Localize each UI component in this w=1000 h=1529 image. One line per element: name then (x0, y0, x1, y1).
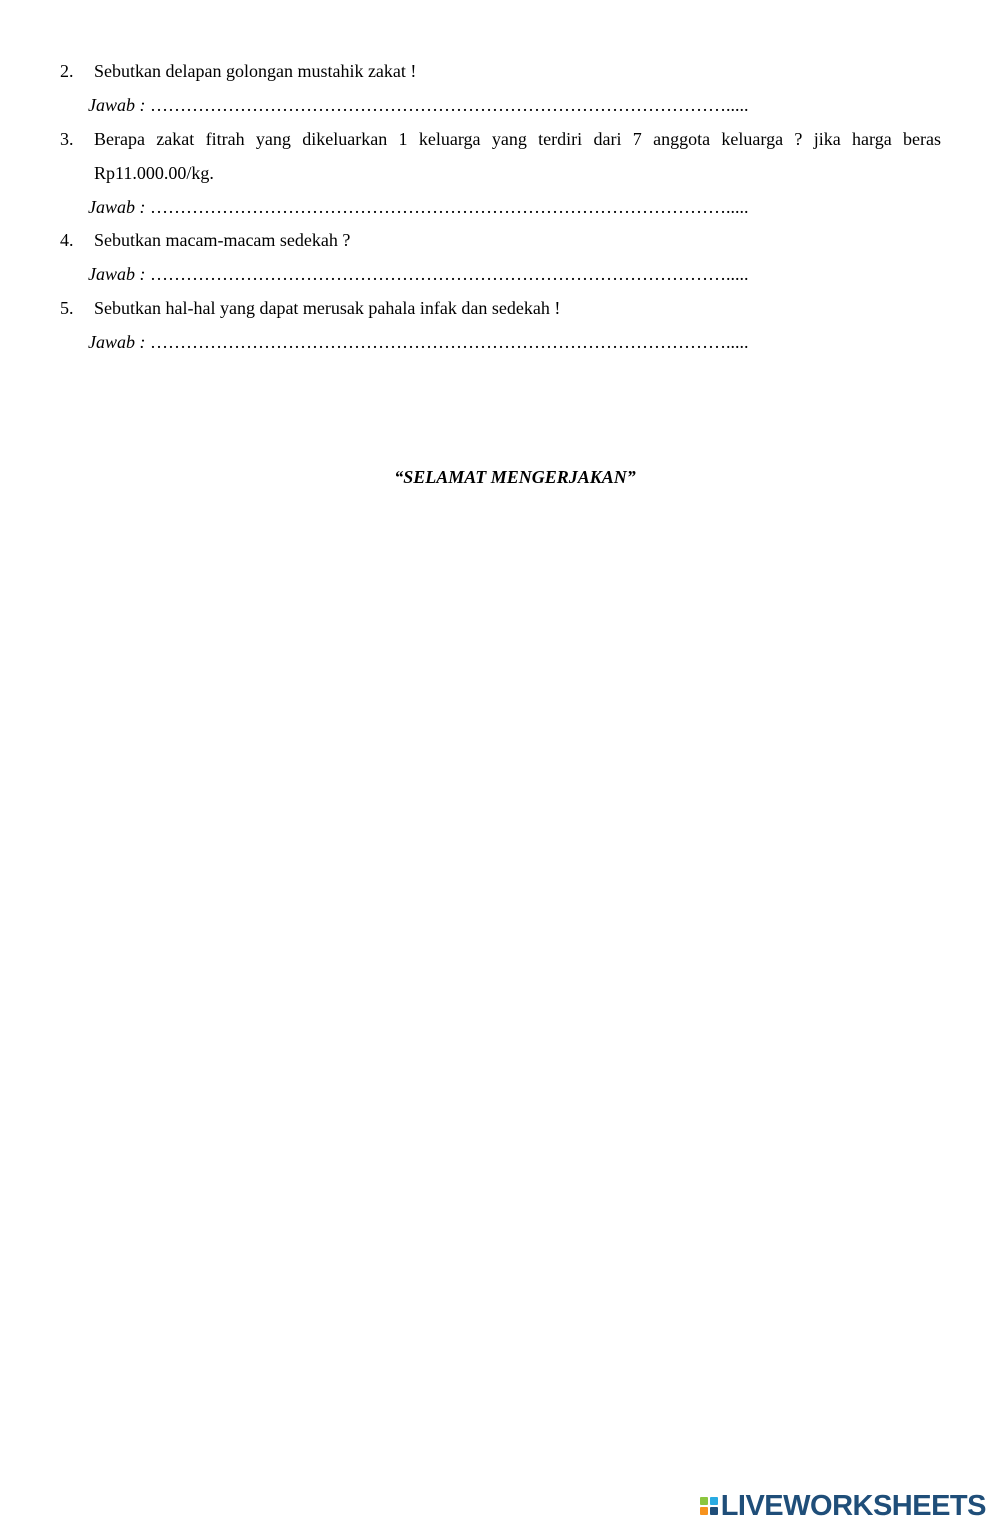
question-number: 4. (60, 230, 74, 250)
answer-dots: ……………………………………………………………………………………..... (150, 95, 749, 115)
answer-label: Jawab : (88, 95, 146, 115)
answer-label: Jawab : (88, 332, 146, 352)
answer-label: Jawab : (88, 264, 146, 284)
question-text: Sebutkan hal-hal yang dapat merusak pahala infak dan sedekah ! (94, 298, 561, 318)
logo-mark-square (710, 1497, 718, 1505)
question-4 (60, 223, 941, 257)
logo-mark-square (700, 1507, 708, 1515)
answer-dots: ……………………………………………………………………………………..... (150, 264, 749, 284)
answer-dots: ……………………………………………………………………………………..... (150, 332, 749, 352)
logo-mark-icon (700, 1497, 718, 1515)
logo-text: LIVEWORKSHEETS (720, 1489, 986, 1522)
answer-dots: ……………………………………………………………………………………..... (150, 197, 749, 217)
question-number: 5. (60, 298, 74, 318)
answer-line-3[interactable] (88, 190, 749, 224)
closing-message: “SELAMAT MENGERJAKAN” (394, 467, 636, 487)
logo-mark-square (710, 1507, 718, 1515)
question-number: 2. (60, 61, 74, 81)
answer-line-2[interactable] (88, 88, 749, 122)
answer-label: Jawab : (88, 197, 146, 217)
question-number: 3. (60, 129, 74, 149)
answer-line-5[interactable] (88, 325, 749, 359)
question-text: Sebutkan delapan golongan mustahik zakat ! (94, 61, 417, 81)
question-text: Berapa zakat fitrah yang dikeluarkan 1 keluarga yang terdiri dari 7 anggota keluarga ? jika harga beras Rp11.000.00/kg. (94, 129, 941, 183)
logo-mark-square (700, 1497, 708, 1505)
question-text: Sebutkan macam-macam sedekah ? (94, 230, 351, 250)
question-5 (60, 291, 941, 325)
liveworksheets-logo (700, 1491, 986, 1521)
answer-line-4[interactable] (88, 257, 749, 291)
question-2 (60, 54, 941, 88)
question-3 (60, 122, 941, 190)
